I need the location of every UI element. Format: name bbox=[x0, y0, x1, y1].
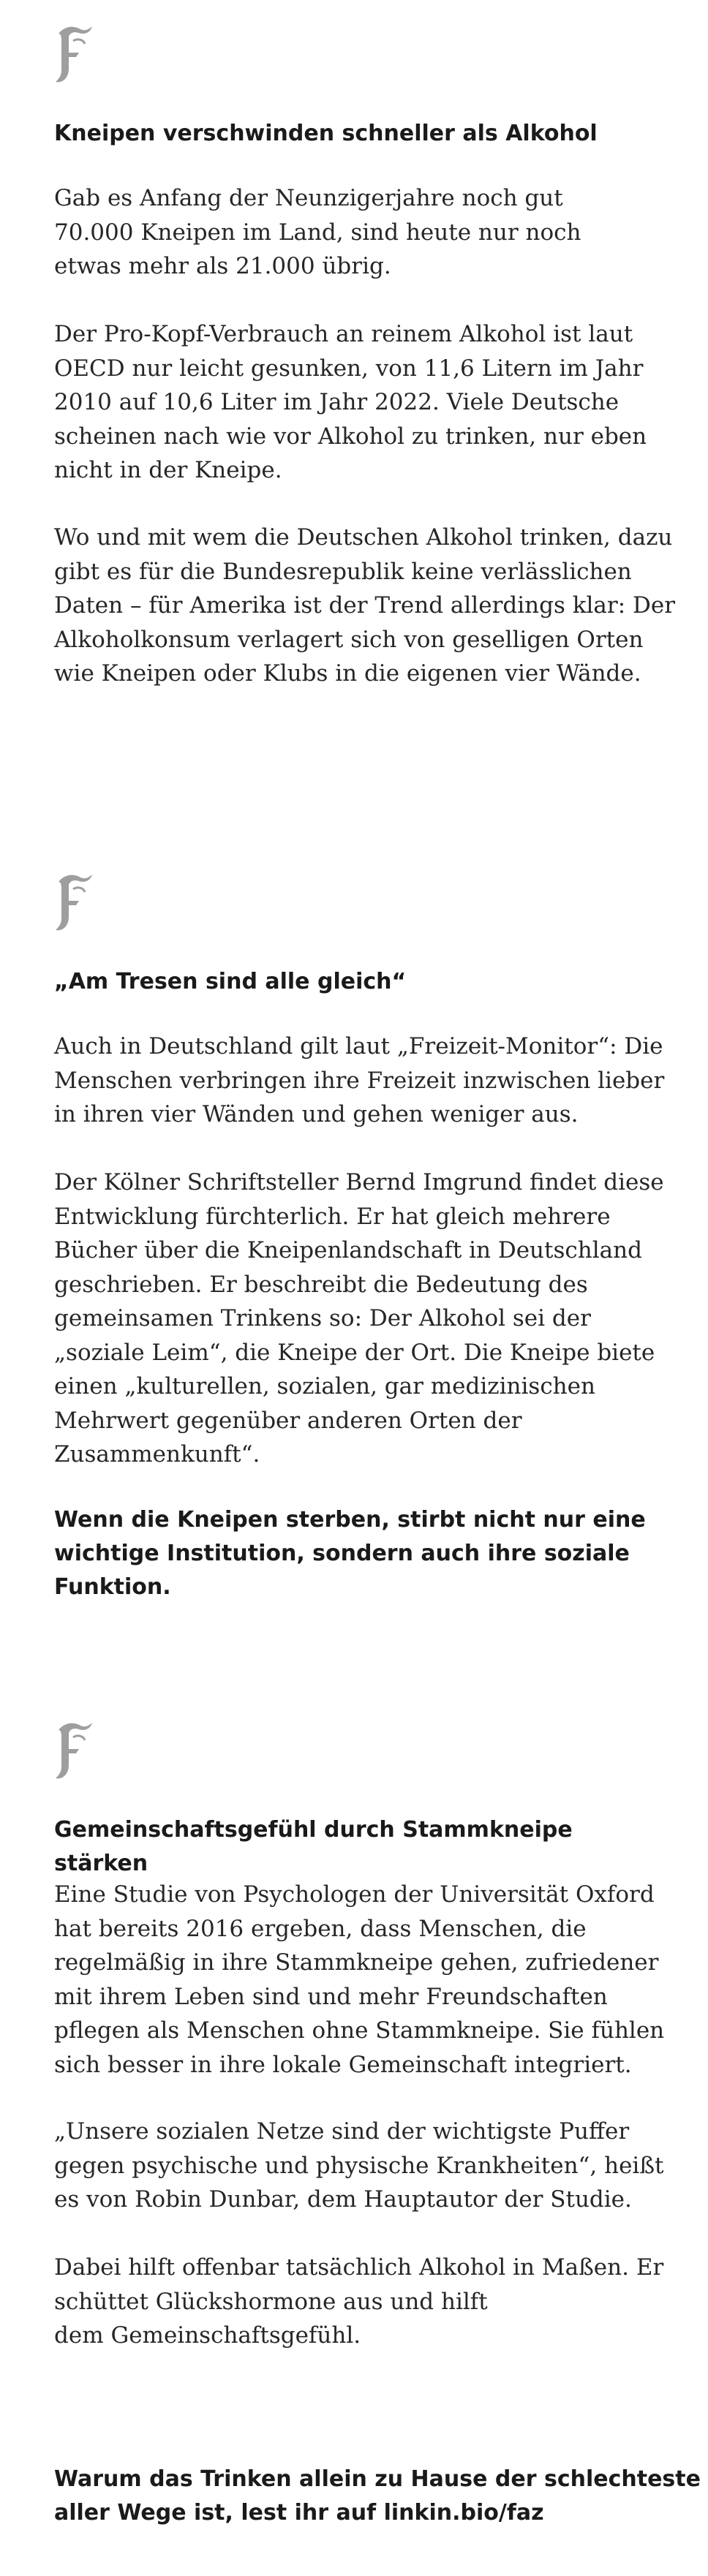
text-line: sich besser in ihre lokale Gemeinschaft integriert. bbox=[54, 2051, 632, 2078]
text-line: 2010 auf 10,6 Liter im Jahr 2022. Viele Deutsche bbox=[54, 389, 620, 415]
paragraph bbox=[54, 2251, 664, 2353]
paragraph bbox=[54, 1166, 664, 1472]
text-line: „Unsere sozialen Netze sind der wichtigste Puffer bbox=[54, 2118, 630, 2145]
section-gemeinschaftsgefuehl bbox=[0, 1696, 708, 2576]
text-line: Menschen verbringen ihre Freizeit inzwischen lieber bbox=[54, 1067, 665, 1094]
text-line: scheinen nach wie vor Alkohol zu trinken, nur eben bbox=[54, 423, 647, 450]
text-line: dem Gemeinschaftsgefühl. bbox=[54, 2322, 361, 2349]
text-line: nicht in der Kneipe. bbox=[54, 457, 282, 483]
text-line: wie Kneipen oder Klubs in die eigenen vier Wände. bbox=[54, 660, 641, 687]
paragraph bbox=[54, 1878, 665, 2082]
paragraph bbox=[54, 1030, 665, 1132]
text-line: Mehrwert gegenüber anderen Orten der bbox=[54, 1407, 522, 1434]
text-line: aller Wege ist, lest ihr auf linkin.bio/faz bbox=[54, 2500, 544, 2526]
faz-logo-icon bbox=[51, 19, 95, 86]
text-line: pflegen als Menschen ohne Stammkneipe. Sie fühlen bbox=[54, 2017, 665, 2044]
text-line: Bücher über die Kneipenlandschaft in Deutschland bbox=[54, 1237, 642, 1264]
text-line: Alkoholkonsum verlagert sich von geselligen Orten bbox=[54, 626, 644, 653]
text-line: Warum das Trinken allein zu Hause der schlechteste bbox=[54, 2466, 701, 2492]
section-heading: Kneipen verschwinden schneller als Alkohol bbox=[54, 121, 598, 146]
faz-logo-icon bbox=[51, 1715, 95, 1783]
link-in-bio-callout bbox=[54, 2463, 701, 2530]
paragraph bbox=[54, 2115, 664, 2217]
text-line: Daten – für Amerika ist der Trend allerdings klar: Der bbox=[54, 592, 676, 619]
text-line: Dabei hilft offenbar tatsächlich Alkohol in Maßen. Er bbox=[54, 2254, 664, 2281]
paragraph bbox=[54, 181, 654, 284]
text-line: gegen psychische und physische Krankheiten“, heißt bbox=[54, 2152, 664, 2179]
text-line: hat bereits 2016 ergeben, dass Menschen, die bbox=[54, 1915, 587, 1942]
text-line: Wenn die Kneipen sterben, stirbt nicht nur eine bbox=[54, 1507, 646, 1533]
text-line: Zusammenkunft“. bbox=[54, 1441, 260, 1468]
section-kneipen-verschwinden bbox=[0, 0, 708, 848]
text-line: OECD nur leicht gesunken, von 11,6 Litern im Jahr bbox=[54, 355, 644, 382]
text-line: wichtige Institution, sondern auch ihre soziale bbox=[54, 1541, 630, 1566]
text-line: Der Pro-Kopf-Verbrauch an reinem Alkohol ist laut bbox=[54, 321, 633, 347]
faz-logo-icon bbox=[51, 867, 95, 934]
text-line: einen „kulturellen, sozialen, gar medizinischen bbox=[54, 1373, 595, 1400]
text-line: in ihren vier Wänden und gehen weniger aus. bbox=[54, 1101, 579, 1128]
text-line: etwas mehr als 21.000 übrig. bbox=[54, 253, 391, 279]
text-line: geschrieben. Er beschreibt die Bedeutung des bbox=[54, 1271, 588, 1298]
section-heading: „Am Tresen sind alle gleich“ bbox=[54, 969, 407, 994]
text-line: Wo und mit wem die Deutschen Alkohol trinken, dazu bbox=[54, 524, 673, 551]
section-heading: Gemeinschaftsgefühl durch Stammkneipe stärken bbox=[54, 1817, 573, 1876]
text-line: Eine Studie von Psychologen der Universität Oxford bbox=[54, 1881, 655, 1908]
text-line: „soziale Leim“, die Kneipe der Ort. Die Kneipe biete bbox=[54, 1339, 655, 1366]
paragraph bbox=[54, 521, 676, 691]
text-line: regelmäßig in ihre Stammkneipe gehen, zufriedener bbox=[54, 1949, 659, 1976]
text-line: 70.000 Kneipen im Land, sind heute nur noch bbox=[54, 219, 581, 246]
emphasis-statement bbox=[54, 1503, 654, 1604]
paragraph bbox=[54, 317, 654, 488]
text-line: gibt es für die Bundesrepublik keine verlässlichen bbox=[54, 558, 632, 585]
text-line: schüttet Glückshormone aus und hilft bbox=[54, 2288, 488, 2315]
text-line: Gab es Anfang der Neunzigerjahre noch gut bbox=[54, 185, 563, 211]
text-line: es von Robin Dunbar, dem Hauptautor der Studie. bbox=[54, 2186, 632, 2213]
text-line: Entwicklung fürchterlich. Er hat gleich mehrere bbox=[54, 1203, 611, 1230]
text-line: gemeinsamen Trinkens so: Der Alkohol sei der bbox=[54, 1305, 591, 1332]
text-line: Auch in Deutschland gilt laut „Freizeit-Monitor“: Die bbox=[54, 1033, 663, 1060]
text-line: mit ihrem Leben sind und mehr Freundschaften bbox=[54, 1983, 608, 2010]
section-am-tresen bbox=[0, 848, 708, 1696]
text-line: Der Kölner Schriftsteller Bernd Imgrund findet diese bbox=[54, 1169, 664, 1196]
text-line: Funktion. bbox=[54, 1574, 171, 1600]
